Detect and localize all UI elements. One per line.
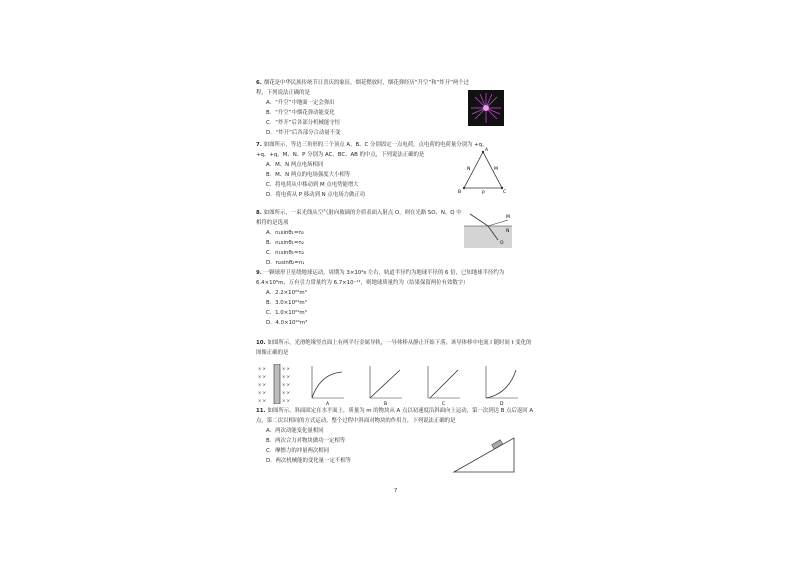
question-8 <box>256 208 466 269</box>
question-number: 11. <box>256 408 266 414</box>
option: A．两次动能变化量相同 <box>266 428 324 435</box>
graph-label: B <box>384 402 388 406</box>
triangle-figure <box>456 146 510 196</box>
option: A．n₁sinθ₁=n₂ <box>266 230 304 237</box>
incline-figure <box>452 432 516 474</box>
question-stem: 如图所示，一束光线从空气射向玻璃的介质表面入射点 O，则在光路 SO、N、Q 中相符的是选项 <box>256 210 462 227</box>
magnetic-field-figure <box>256 364 300 404</box>
graph-label: A <box>326 402 330 406</box>
question-number: 7. <box>256 142 262 148</box>
graph-option-a <box>308 362 348 406</box>
option: A．2.2×10²²m³ <box>266 290 307 297</box>
label-m: M <box>506 215 510 220</box>
svg-text:× ×: × × <box>258 374 266 379</box>
label-a: A <box>485 148 489 153</box>
option: A．M、N 两点电场相同 <box>266 162 324 169</box>
option: B．3.0×10²⁴m³ <box>266 300 307 307</box>
page-number: 7 <box>394 488 398 494</box>
question-number: 8. <box>256 210 262 216</box>
exam-page <box>256 72 536 492</box>
label-b: B <box>458 190 462 195</box>
label-o: O <box>500 241 504 246</box>
graph-label: D <box>500 402 504 406</box>
svg-text:× ×: × × <box>282 366 290 371</box>
label-c: C <box>503 190 507 195</box>
option: D．4.0×10²⁴m³ <box>266 320 308 327</box>
question-10 <box>256 338 536 358</box>
svg-text:× ×: × × <box>258 382 266 387</box>
graph-label: C <box>442 402 446 406</box>
option: D．将电荷从 P 移动到 N 点电场力做正功 <box>266 192 366 199</box>
svg-text:× ×: × × <box>258 398 266 403</box>
option: B．“升空”中烟花弹动能变化 <box>266 110 335 117</box>
option: C．摩擦力的冲量两次相同 <box>266 448 330 455</box>
label-n: N <box>467 167 471 172</box>
option: C．n₁sinθ₁=n₂ <box>266 250 305 257</box>
svg-text:× ×: × × <box>282 390 290 395</box>
refraction-figure <box>464 210 512 248</box>
question-6 <box>256 78 476 139</box>
label-p: P <box>482 191 485 196</box>
option: C．将电荷从中移动到 M 点电势能增大 <box>266 182 359 189</box>
question-stem: 一颗球形卫星绕地球运动，周期为 3×10⁴s 左右，轨道半径约为地球半径的 6 倍，已知地球半径约为 6.4×10⁶m，万有引力常量约为 6.7×10⁻¹¹，则地球质量约为（结果保留两位有效数字） <box>256 270 505 287</box>
fireworks-photo <box>468 90 504 126</box>
label-n: N <box>506 229 510 234</box>
question-stem: 如图所示，等边三角形的三个顶点 A、B、C 分别固定一点电荷，点电荷的电荷量分别为 +q、+q、+q，M、N、P 分别为 AC、BC、AB 的中点，下列说法正确的是 <box>256 142 488 159</box>
question-number: 10. <box>256 340 266 346</box>
graph-option-b <box>366 362 406 406</box>
graph-option-d <box>482 362 522 406</box>
label-m: M <box>494 167 498 172</box>
option: B．两次合力对物块做功一定相等 <box>266 438 346 445</box>
question-stem: 烟花是中华民族传统节日喜庆的象征。烟花燃放时，烟花弹经历“升空”和“炸开”两个过程，下列说法正确的是 <box>256 80 470 97</box>
option: C．“炸开”后各部分机械能守恒 <box>266 120 341 127</box>
question-stem: 如图所示，斜面固定在水平面上，质量为 m 的物块从 A 点以初速度沿斜面向上运动，第一次到达 B 点后返回 A 点，第二次以相同的方式运动，整个过程中斜面对物块的作用力，下列说法正确的是 <box>256 408 534 425</box>
question-9 <box>256 268 536 329</box>
svg-text:× ×: × × <box>258 390 266 395</box>
option: A．“升空”中地面一定会弹出 <box>266 100 335 107</box>
question-number: 9. <box>256 270 262 276</box>
svg-text:× ×: × × <box>282 398 290 403</box>
svg-text:× ×: × × <box>282 382 290 387</box>
graph-option-c <box>424 362 464 406</box>
svg-text:× ×: × × <box>258 366 266 371</box>
question-number: 6. <box>256 80 262 86</box>
option: B．M、N 两点的电场强度大小相等 <box>266 172 351 179</box>
option: D．两次机械能的变化量一定不相等 <box>266 458 352 465</box>
option: D．n₂sinθ₂=n₁ <box>266 260 305 267</box>
option: C．1.0×10²⁴m³ <box>266 310 307 317</box>
option: B．n₁sinθ₁=n₂ <box>266 240 304 247</box>
question-stem: 如图所示，光滑绝缘竖直面上有两平行金属导轨，一导体棒从静止开始下落，该导体棒中电流 I 随时间 t 变化的图像正确的是 <box>256 340 532 357</box>
option: D．“炸开”后各部分合动量不变 <box>266 130 341 137</box>
svg-text:× ×: × × <box>282 374 290 379</box>
